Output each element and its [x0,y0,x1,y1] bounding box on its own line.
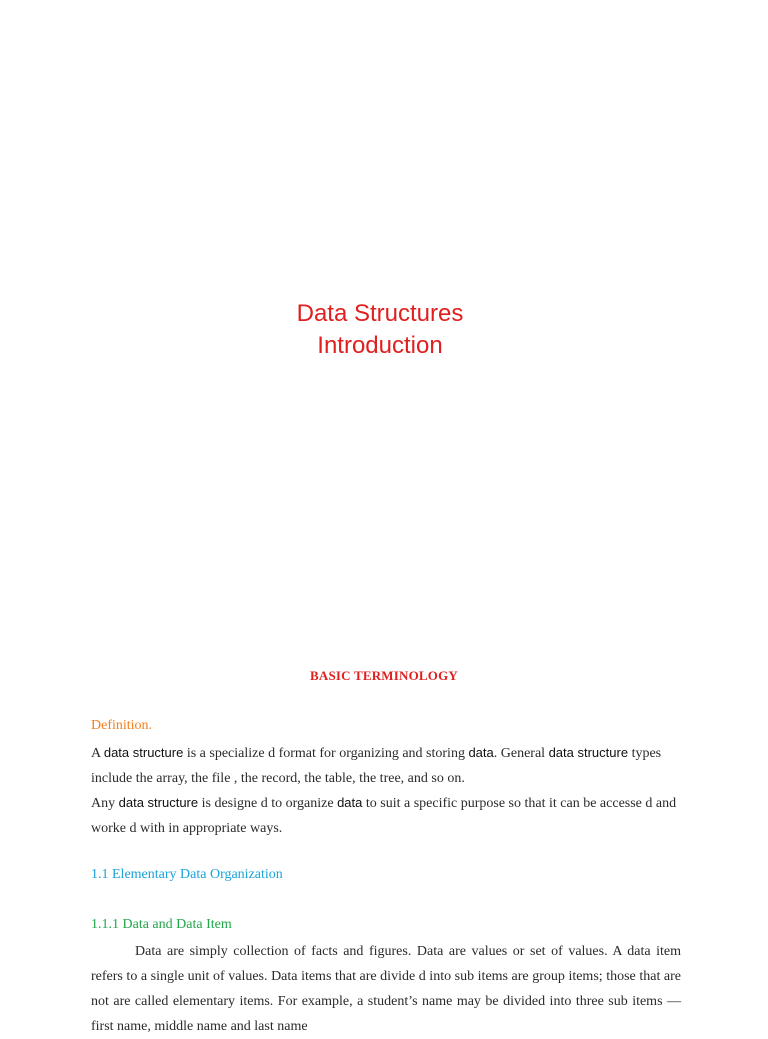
text-span: to suit a specific purpose so that it can be accesse d and worke d with in appropriate ways. [91,796,677,836]
text-span: is designe d to organize [198,796,338,811]
keyword-span: data structure [103,745,184,760]
keyword-span: data [468,745,494,760]
heading-1-1-elementary-data-organization: 1.1 Elementary Data Organization [91,867,283,882]
text-span: types include the array, the file , the record, the table, the tree, and so on. [91,746,662,786]
title-line-1: Data Structures [296,300,464,327]
section-heading-basic-terminology: BASIC TERMINOLOGY [310,668,458,683]
text-span: is a specialize d format for organizing and storing [183,746,469,761]
heading-1-1-1-data-and-data-item: 1.1.1 Data and Data Item [91,917,232,932]
keyword-span: data structure [548,745,629,760]
keyword-span: data [337,795,363,810]
text-span: A [91,746,104,761]
title-line-2: Introduction [317,332,443,359]
document-title [0,298,768,362]
definition-paragraph-1 [91,740,681,791]
keyword-span: data structure [118,795,199,810]
data-item-paragraph: Data are simply collection of facts and figures. Data are values or set of values. A data item refers to a single unit of values. Data items that are divide d into sub items are group items; those that are not are called elementary items. For example, a student’s name may be divided into three sub items — first name, middle name and last name [91,944,681,1034]
definition-label: Definition. [91,718,153,733]
text-span: Any [91,796,119,811]
definition-paragraph-2 [91,790,681,841]
text-span: . General [493,746,549,761]
